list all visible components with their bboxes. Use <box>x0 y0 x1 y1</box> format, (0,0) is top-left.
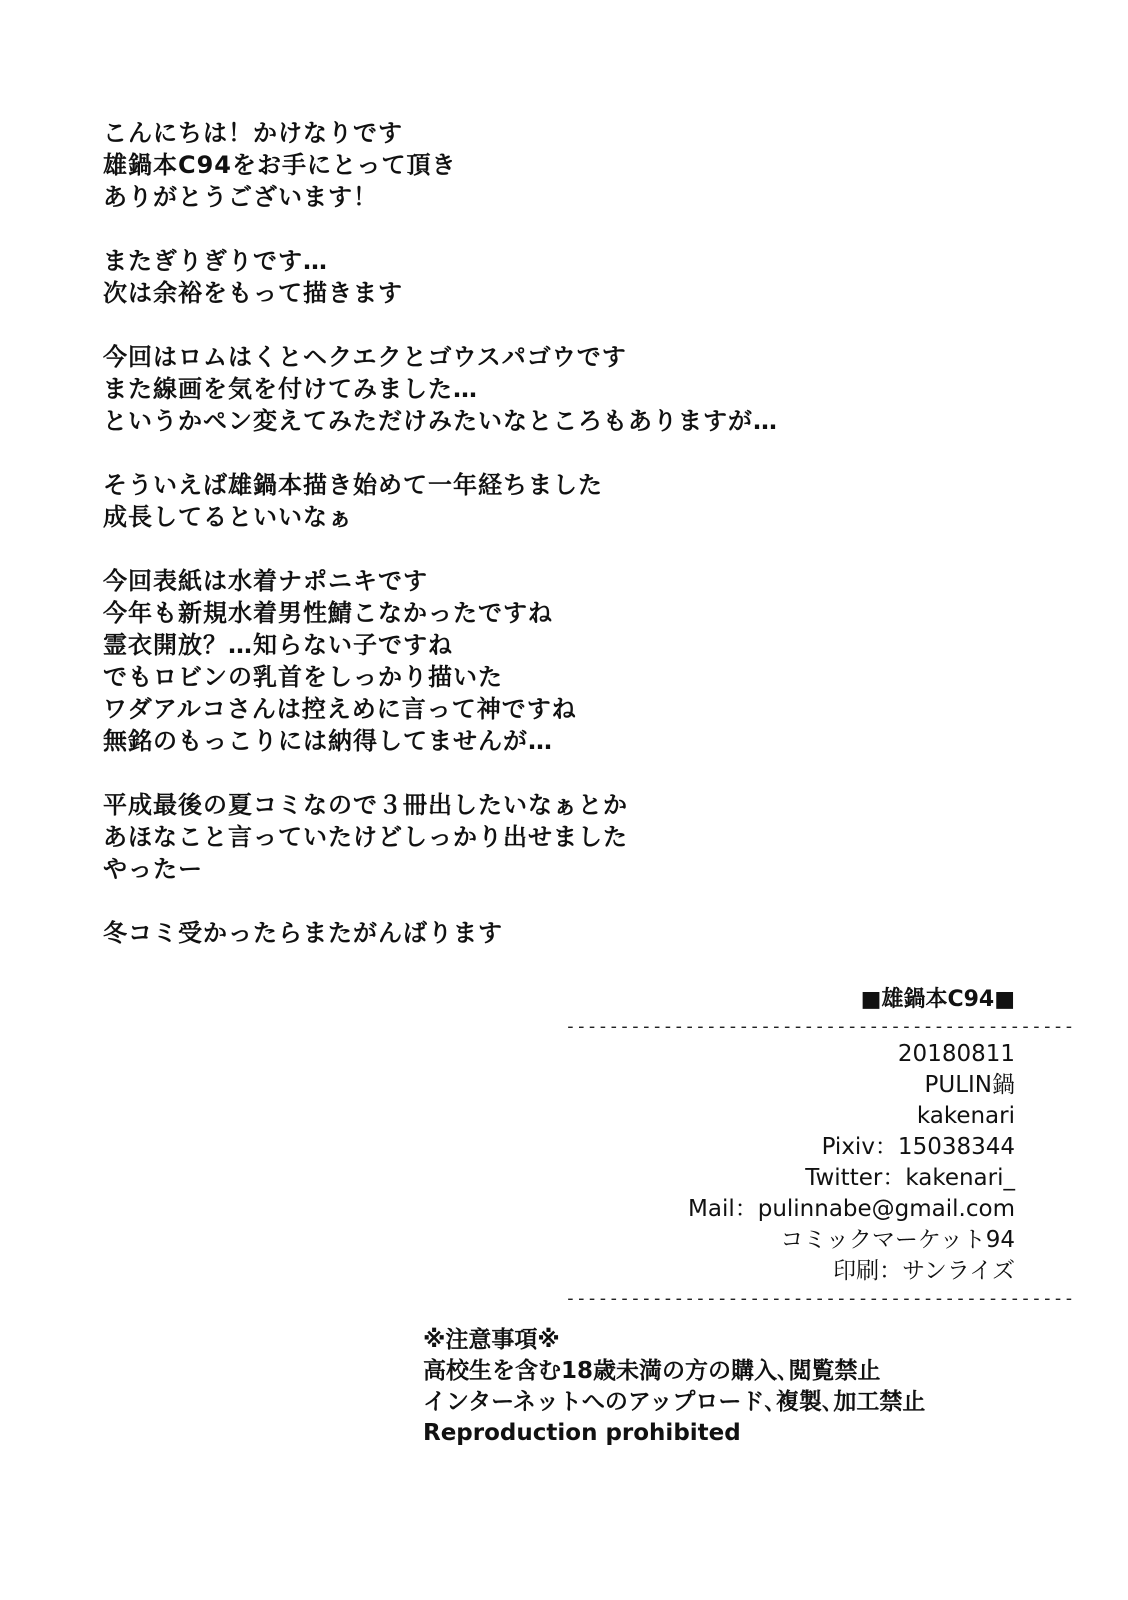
afterword-line: ありがとうございます！ <box>103 183 378 211</box>
afterword-line: 今回表紙は水着ナポニキです <box>103 567 428 595</box>
mail-address: Mail：pulinnabe@gmail.com <box>688 1196 1015 1222</box>
afterword-paragraph <box>103 917 1003 949</box>
afterword-line: 霊衣開放？…知らない子ですね <box>103 631 453 659</box>
printer-name: 印刷：サンライズ <box>833 1258 1015 1284</box>
notice-heading: ※注意事項※ <box>423 1327 560 1353</box>
author-name: kakenari <box>916 1103 1015 1129</box>
age-restriction-notice: 高校生を含む18歳未満の方の購入､閲覧禁止 <box>423 1358 881 1384</box>
afterword-paragraph <box>103 565 1003 757</box>
divider-top: ----------------------------------------------- <box>565 1016 1075 1037</box>
afterword-line: 無銘のもっこりには納得してませんが… <box>103 727 553 755</box>
afterword-line: ワダアルコさんは控えめに言って神ですね <box>103 695 577 723</box>
afterword-paragraph <box>103 789 1003 885</box>
colophon-title: ■雄鍋本C94■ <box>860 987 1015 1012</box>
afterword-paragraph <box>103 341 1003 437</box>
notice-block <box>423 1325 925 1449</box>
afterword-line: 雄鍋本C94をお手にとって頂き <box>103 151 457 179</box>
afterword-line: やったー <box>103 855 203 883</box>
afterword-paragraph <box>103 245 1003 309</box>
afterword-line: 成長してるといいなぁ <box>103 503 353 531</box>
afterword-line: 冬コミ受かったらまたがんばります <box>103 919 503 947</box>
event-name: コミックマーケット94 <box>780 1227 1015 1253</box>
twitter-handle: Twitter：kakenari_ <box>805 1165 1015 1191</box>
afterword-line: あほなこと言っていたけどしっかり出せました <box>103 823 628 851</box>
afterword-line: 今回はロムはくとヘクエクとゴウスパゴウです <box>103 343 627 371</box>
afterword-line: でもロビンの乳首をしっかり描いた <box>103 663 503 691</box>
publication-date: 20180811 <box>897 1041 1015 1067</box>
afterword-line: こんにちは！かけなりです <box>103 119 403 147</box>
pixiv-id: Pixiv：15038344 <box>821 1134 1015 1160</box>
afterword-line: 次は余裕をもって描きます <box>103 279 403 307</box>
afterword-line: そういえば雄鍋本描き始めて一年経ちました <box>103 471 603 499</box>
afterword-paragraph <box>103 469 1003 533</box>
afterword-text <box>103 117 1003 981</box>
afterword-paragraph <box>103 117 1003 213</box>
afterword-line: また線画を気を付けてみました… <box>103 375 478 403</box>
reproduction-notice: Reproduction prohibited <box>423 1420 741 1446</box>
afterword-line: 平成最後の夏コミなので３冊出したいなぁとか <box>103 791 628 819</box>
afterword-line: というかペン変えてみただけみたいなところもありますが… <box>103 407 778 435</box>
afterword-line: 今年も新規水着男性鯖こなかったですね <box>103 599 553 627</box>
colophon <box>555 985 1075 1311</box>
upload-restriction-notice: インターネットへのアップロード､複製､加工禁止 <box>423 1389 926 1415</box>
divider-bottom: ----------------------------------------------- <box>565 1288 1075 1309</box>
circle-name: PULIN鍋 <box>924 1072 1015 1098</box>
afterword-line: またぎりぎりです… <box>103 247 328 275</box>
